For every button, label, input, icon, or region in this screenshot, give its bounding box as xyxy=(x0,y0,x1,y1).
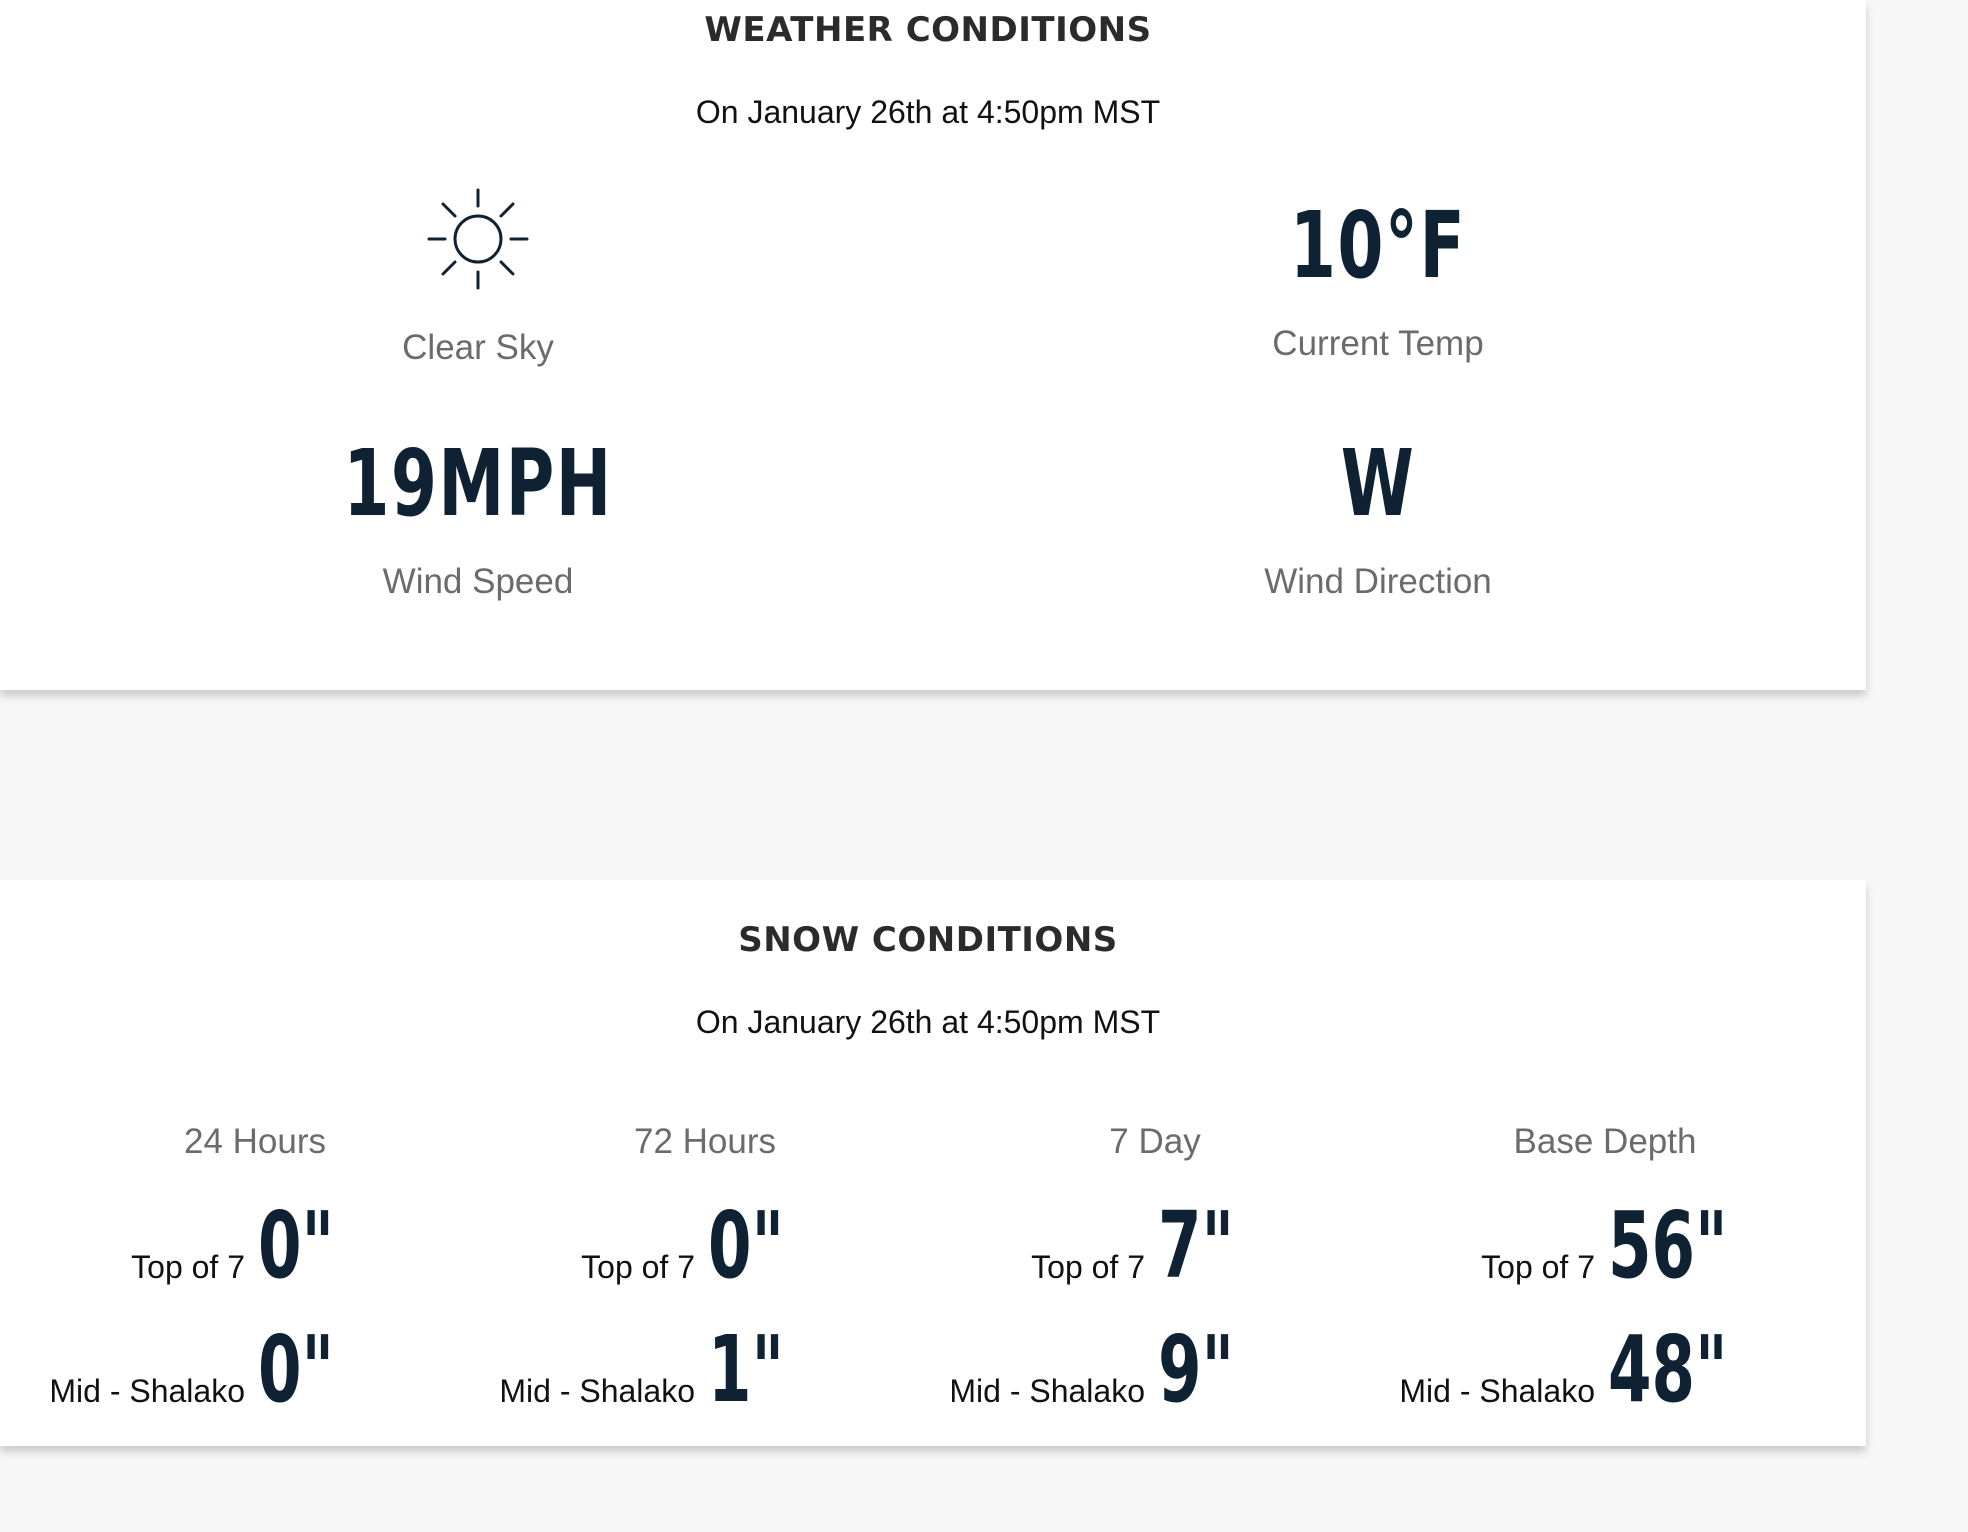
snow-row-mid-shalako xyxy=(30,1316,480,1423)
snow-row-label: Mid - Shalako xyxy=(499,1373,695,1409)
snow-row-label: Top of 7 xyxy=(581,1249,695,1285)
snow-row-label: Mid - Shalako xyxy=(1399,1373,1595,1409)
snow-column-header: Base Depth xyxy=(1513,1122,1697,1161)
snow-row-value: 1" xyxy=(708,1316,785,1423)
weather-timestamp: On January 26th at 4:50pm MST xyxy=(695,94,1161,130)
snow-row-label: Top of 7 xyxy=(1481,1249,1595,1285)
snow-row-mid-shalako xyxy=(930,1316,1380,1423)
snow-row-value: 56" xyxy=(1608,1192,1728,1299)
sun-icon xyxy=(423,184,533,294)
snow-row-top-of-7 xyxy=(1380,1192,1830,1299)
wind-direction xyxy=(1078,430,1678,602)
temp-value: 10°F xyxy=(1289,192,1467,299)
snow-column-24-hours xyxy=(30,1122,480,1422)
snow-row-label: Mid - Shalako xyxy=(949,1373,1145,1409)
wind-speed-value: 19MPH xyxy=(343,430,613,537)
snow-column-72-hours xyxy=(480,1122,930,1422)
snow-row-value: 0" xyxy=(708,1192,785,1299)
snow-timestamp: On January 26th at 4:50pm MST xyxy=(695,1004,1161,1040)
snow-column-header: 24 Hours xyxy=(183,1122,327,1161)
snow-column-7-day xyxy=(930,1122,1380,1422)
snow-column-header: 7 Day xyxy=(1109,1122,1201,1161)
snow-column-header: 72 Hours xyxy=(633,1122,777,1161)
wind-speed xyxy=(178,430,778,602)
weather-title: WEATHER CONDITIONS xyxy=(704,10,1152,50)
snow-title: SNOW CONDITIONS xyxy=(738,920,1118,960)
snow-row-value: 48" xyxy=(1608,1316,1728,1423)
snow-row-mid-shalako xyxy=(480,1316,930,1423)
temp-label: Current Temp xyxy=(1272,324,1484,363)
weather-conditions-card xyxy=(0,0,1866,690)
snow-row-value: 0" xyxy=(258,1316,335,1423)
snow-row-top-of-7 xyxy=(480,1192,930,1299)
wind-direction-label: Wind Direction xyxy=(1264,562,1492,601)
sky-condition xyxy=(178,184,778,368)
snow-column-base-depth xyxy=(1380,1122,1830,1422)
wind-direction-value: W xyxy=(1340,430,1416,537)
snow-row-label: Mid - Shalako xyxy=(49,1373,245,1409)
snow-row-mid-shalako xyxy=(1380,1316,1830,1423)
snow-row-value: 9" xyxy=(1158,1316,1235,1423)
snow-row-value: 7" xyxy=(1158,1192,1235,1299)
snow-row-label: Top of 7 xyxy=(131,1249,245,1285)
snow-row-top-of-7 xyxy=(30,1192,480,1299)
snow-row-top-of-7 xyxy=(930,1192,1380,1299)
sky-label: Clear Sky xyxy=(402,328,554,367)
current-temp xyxy=(1078,192,1678,364)
snow-row-label: Top of 7 xyxy=(1031,1249,1145,1285)
snow-row-value: 0" xyxy=(258,1192,335,1299)
wind-speed-label: Wind Speed xyxy=(382,562,574,601)
